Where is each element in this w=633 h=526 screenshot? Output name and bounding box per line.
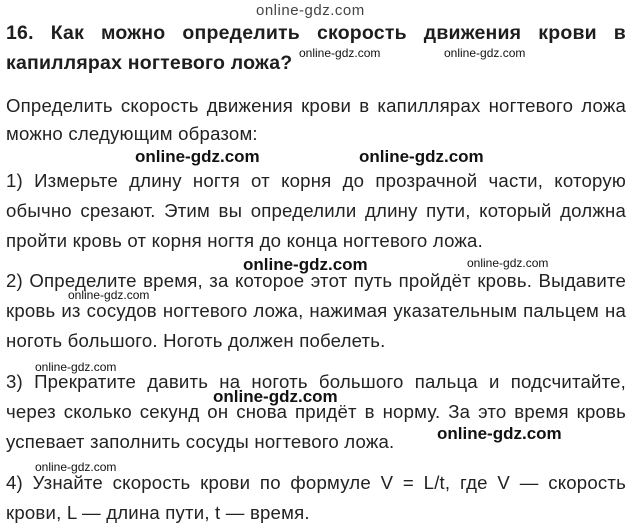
- step-3-line-2: через сколько секунд он снова придёт в норму. За это время кровь: [6, 401, 626, 422]
- step-3-line-1: 3) Прекратите давить на ноготь большого пальца и подсчитайте,: [6, 371, 626, 392]
- watermark-logo: online-gdz.com: [35, 360, 117, 374]
- watermark-logo: online-gdz.com: [359, 147, 484, 166]
- watermark-logo: online-gdz.com: [437, 424, 562, 443]
- question-line-2: капиллярах ногтевого ложа?: [6, 52, 293, 74]
- step-4-line-2: крови, L — длина пути, t — время.: [6, 502, 310, 523]
- intro-line-2: можно следующим образом:: [6, 123, 258, 144]
- step-4-line-1: 4) Узнайте скорость крови по формуле V = L/t, где V — скорость: [6, 472, 626, 493]
- step-2-line-1: 2) Определите время, за которое этот путь пройдёт кровь. Выдавите: [6, 270, 626, 291]
- watermark-logo: online-gdz.com: [35, 460, 117, 474]
- watermark-logo: online-gdz.com: [243, 255, 368, 274]
- watermark-logo: online-gdz.com: [256, 2, 365, 19]
- watermark-logo: online-gdz.com: [213, 387, 338, 406]
- step-2-line-2: кровь из сосудов ногтевого ложа, нажимая указательным пальцем на: [6, 300, 626, 321]
- step-3-line-3: успевает заполнить сосуды ногтевого ложа.: [6, 431, 395, 452]
- step-1-line-2: обычно срезают. Этим вы определили длину пути, который должна: [6, 200, 626, 221]
- watermark-logo: online-gdz.com: [135, 147, 260, 166]
- intro-line-1: Определить скорость движения крови в капиллярах ногтевого ложа: [6, 95, 626, 116]
- watermark-logo: online-gdz.com: [444, 46, 526, 60]
- watermark-logo: online-gdz.com: [68, 288, 150, 302]
- step-1-line-3: пройти кровь от корня ногтя до конца ногтевого ложа.: [6, 230, 483, 251]
- question-line-1: 16. Как можно определить скорость движения крови в: [6, 22, 626, 44]
- step-2-line-3: ноготь большого. Ноготь должен побелеть.: [6, 330, 386, 351]
- step-1-line-1: 1) Измерьте длину ногтя от корня до прозрачной части, которую: [6, 170, 626, 191]
- watermark-logo: online-gdz.com: [299, 46, 381, 60]
- watermark-logo: online-gdz.com: [467, 256, 549, 270]
